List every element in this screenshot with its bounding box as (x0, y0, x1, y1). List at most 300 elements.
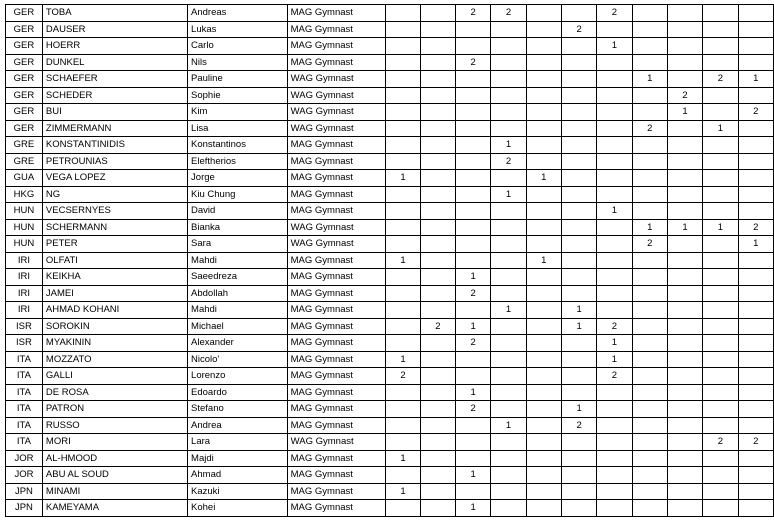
country-cell: ITA (6, 351, 43, 368)
country-cell: ITA (6, 368, 43, 385)
country-cell: JPN (6, 500, 43, 517)
count-cell (526, 54, 561, 71)
count-cell (597, 104, 632, 121)
count-cell (632, 54, 667, 71)
count-cell (561, 219, 596, 236)
count-cell (526, 483, 561, 500)
table-row (6, 186, 774, 203)
count-cell (526, 21, 561, 38)
count-cell (420, 186, 455, 203)
surname-cell: MOZZATO (42, 351, 187, 368)
count-cell (738, 302, 773, 319)
count-cell (597, 186, 632, 203)
table-row (6, 302, 774, 319)
count-cell (456, 483, 491, 500)
count-cell: 2 (561, 21, 596, 38)
count-cell (738, 252, 773, 269)
count-cell (420, 335, 455, 352)
count-cell (703, 384, 738, 401)
count-cell (667, 483, 702, 500)
surname-cell: VECSERNYES (42, 203, 187, 220)
count-cell (597, 252, 632, 269)
surname-cell: ZIMMERMANN (42, 120, 187, 137)
country-cell: JOR (6, 467, 43, 484)
count-cell: 2 (420, 318, 455, 335)
count-cell (597, 467, 632, 484)
count-cell (420, 203, 455, 220)
count-cell (632, 285, 667, 302)
count-cell: 1 (526, 170, 561, 187)
country-cell: JPN (6, 483, 43, 500)
surname-cell: PETER (42, 236, 187, 253)
count-cell (738, 5, 773, 22)
count-cell (632, 384, 667, 401)
count-cell (456, 137, 491, 154)
count-cell (491, 483, 526, 500)
count-cell (420, 236, 455, 253)
count-cell (491, 104, 526, 121)
count-cell (703, 401, 738, 418)
table-row (6, 104, 774, 121)
count-cell (420, 38, 455, 55)
surname-cell: DUNKEL (42, 54, 187, 71)
count-cell (738, 285, 773, 302)
table-row (6, 483, 774, 500)
count-cell (597, 87, 632, 104)
count-cell (526, 38, 561, 55)
count-cell (667, 186, 702, 203)
count-cell (632, 450, 667, 467)
count-cell (386, 219, 420, 236)
count-cell (667, 417, 702, 434)
count-cell (703, 170, 738, 187)
category-cell: MAG Gymnast (287, 335, 386, 352)
table-row (6, 269, 774, 286)
table-row (6, 335, 774, 352)
given-name-cell: Abdollah (188, 285, 288, 302)
count-cell (420, 21, 455, 38)
count-cell (491, 384, 526, 401)
given-name-cell: Jorge (188, 170, 288, 187)
count-cell (597, 285, 632, 302)
count-cell (491, 401, 526, 418)
count-cell (703, 450, 738, 467)
given-name-cell: Alexander (188, 335, 288, 352)
count-cell (703, 252, 738, 269)
surname-cell: AHMAD KOHANI (42, 302, 187, 319)
count-cell (386, 417, 420, 434)
table-row (6, 467, 774, 484)
category-cell: MAG Gymnast (287, 170, 386, 187)
count-cell (386, 500, 420, 517)
count-cell (738, 87, 773, 104)
count-cell: 1 (456, 384, 491, 401)
table-row (6, 219, 774, 236)
table-row (6, 21, 774, 38)
count-cell (632, 318, 667, 335)
count-cell (386, 71, 420, 88)
category-cell: MAG Gymnast (287, 269, 386, 286)
category-cell: MAG Gymnast (287, 483, 386, 500)
count-cell (561, 269, 596, 286)
count-cell (738, 38, 773, 55)
count-cell (420, 252, 455, 269)
count-cell (456, 450, 491, 467)
count-cell (386, 302, 420, 319)
count-cell (738, 120, 773, 137)
count-cell (526, 219, 561, 236)
count-cell (561, 467, 596, 484)
count-cell: 1 (597, 38, 632, 55)
count-cell (526, 434, 561, 451)
count-cell (703, 203, 738, 220)
count-cell: 2 (632, 236, 667, 253)
count-cell (561, 104, 596, 121)
table-row (6, 87, 774, 104)
count-cell (632, 5, 667, 22)
count-cell (386, 54, 420, 71)
count-cell (491, 434, 526, 451)
count-cell (491, 335, 526, 352)
count-cell (561, 203, 596, 220)
count-cell (526, 153, 561, 170)
count-cell (491, 170, 526, 187)
surname-cell: KEIKHA (42, 269, 187, 286)
count-cell (597, 500, 632, 517)
count-cell (386, 87, 420, 104)
count-cell (456, 203, 491, 220)
category-cell: MAG Gymnast (287, 302, 386, 319)
count-cell (420, 269, 455, 286)
count-cell: 2 (703, 434, 738, 451)
count-cell (526, 269, 561, 286)
count-cell (703, 318, 738, 335)
table-row (6, 153, 774, 170)
count-cell (526, 500, 561, 517)
count-cell (420, 71, 455, 88)
count-cell (456, 87, 491, 104)
country-cell: GUA (6, 170, 43, 187)
given-name-cell: Nicolo' (188, 351, 288, 368)
count-cell (561, 252, 596, 269)
surname-cell: DE ROSA (42, 384, 187, 401)
count-cell (738, 500, 773, 517)
category-cell: MAG Gymnast (287, 318, 386, 335)
category-cell: MAG Gymnast (287, 203, 386, 220)
count-cell (738, 450, 773, 467)
count-cell: 2 (561, 417, 596, 434)
count-cell: 2 (491, 153, 526, 170)
count-cell (667, 467, 702, 484)
count-cell: 1 (703, 120, 738, 137)
count-cell: 2 (456, 54, 491, 71)
category-cell: WAG Gymnast (287, 87, 386, 104)
table-row (6, 351, 774, 368)
surname-cell: ABU AL SOUD (42, 467, 187, 484)
category-cell: MAG Gymnast (287, 153, 386, 170)
country-cell: IRI (6, 252, 43, 269)
count-cell (561, 500, 596, 517)
table-row (6, 384, 774, 401)
count-cell (456, 434, 491, 451)
count-cell (738, 153, 773, 170)
count-cell (491, 252, 526, 269)
count-cell (561, 434, 596, 451)
given-name-cell: Eleftherios (188, 153, 288, 170)
count-cell (738, 170, 773, 187)
count-cell (667, 137, 702, 154)
count-cell (456, 236, 491, 253)
surname-cell: OLFATI (42, 252, 187, 269)
table-row (6, 252, 774, 269)
count-cell (632, 368, 667, 385)
count-cell (667, 203, 702, 220)
count-cell (632, 38, 667, 55)
table-row (6, 170, 774, 187)
count-cell: 1 (597, 203, 632, 220)
count-cell (597, 236, 632, 253)
count-cell (386, 269, 420, 286)
country-cell: ITA (6, 434, 43, 451)
count-cell (667, 351, 702, 368)
count-cell (632, 401, 667, 418)
table-row (6, 434, 774, 451)
count-cell (386, 153, 420, 170)
surname-cell: NG (42, 186, 187, 203)
count-cell: 1 (667, 104, 702, 121)
count-cell (420, 483, 455, 500)
count-cell: 2 (386, 368, 420, 385)
count-cell (703, 104, 738, 121)
count-cell (420, 120, 455, 137)
count-cell: 1 (386, 483, 420, 500)
country-cell: HUN (6, 236, 43, 253)
given-name-cell: Saeedreza (188, 269, 288, 286)
count-cell (667, 368, 702, 385)
count-cell (738, 368, 773, 385)
count-cell (738, 401, 773, 418)
count-cell (420, 450, 455, 467)
count-cell (526, 120, 561, 137)
count-cell (667, 71, 702, 88)
country-cell: GER (6, 21, 43, 38)
surname-cell: GALLI (42, 368, 187, 385)
count-cell (386, 186, 420, 203)
category-cell: MAG Gymnast (287, 384, 386, 401)
count-cell (456, 219, 491, 236)
count-cell (667, 236, 702, 253)
count-cell (738, 21, 773, 38)
count-cell (491, 219, 526, 236)
given-name-cell: Stefano (188, 401, 288, 418)
count-cell: 1 (561, 401, 596, 418)
count-cell: 1 (738, 71, 773, 88)
count-cell (420, 351, 455, 368)
count-cell (456, 351, 491, 368)
gymnast-entries-table (5, 4, 774, 517)
count-cell (703, 153, 738, 170)
count-cell (526, 137, 561, 154)
count-cell: 2 (597, 368, 632, 385)
count-cell (738, 384, 773, 401)
count-cell: 2 (597, 318, 632, 335)
count-cell (703, 483, 738, 500)
count-cell (703, 302, 738, 319)
count-cell (420, 137, 455, 154)
count-cell (667, 401, 702, 418)
count-cell (703, 368, 738, 385)
country-cell: ITA (6, 417, 43, 434)
count-cell (597, 269, 632, 286)
count-cell (738, 417, 773, 434)
count-cell: 1 (561, 302, 596, 319)
count-cell (386, 120, 420, 137)
country-cell: JOR (6, 450, 43, 467)
category-cell: WAG Gymnast (287, 104, 386, 121)
surname-cell: VEGA LOPEZ (42, 170, 187, 187)
count-cell (738, 335, 773, 352)
count-cell (491, 203, 526, 220)
count-cell (667, 170, 702, 187)
count-cell (526, 236, 561, 253)
given-name-cell: Carlo (188, 38, 288, 55)
count-cell (667, 318, 702, 335)
count-cell (561, 450, 596, 467)
category-cell: MAG Gymnast (287, 186, 386, 203)
count-cell (667, 21, 702, 38)
count-cell (667, 120, 702, 137)
category-cell: WAG Gymnast (287, 219, 386, 236)
count-cell (703, 417, 738, 434)
count-cell: 1 (456, 500, 491, 517)
surname-cell: KONSTANTINIDIS (42, 137, 187, 154)
count-cell (420, 368, 455, 385)
count-cell (632, 417, 667, 434)
table-row (6, 417, 774, 434)
given-name-cell: Mahdi (188, 252, 288, 269)
count-cell (738, 318, 773, 335)
surname-cell: KAMEYAMA (42, 500, 187, 517)
count-cell (526, 203, 561, 220)
count-cell (526, 417, 561, 434)
count-cell (561, 5, 596, 22)
category-cell: MAG Gymnast (287, 417, 386, 434)
count-cell (597, 417, 632, 434)
count-cell (597, 153, 632, 170)
count-cell: 1 (491, 137, 526, 154)
count-cell (491, 318, 526, 335)
count-cell (526, 87, 561, 104)
count-cell (491, 467, 526, 484)
count-cell (491, 120, 526, 137)
given-name-cell: Kazuki (188, 483, 288, 500)
count-cell (386, 434, 420, 451)
count-cell (738, 186, 773, 203)
count-cell (456, 170, 491, 187)
count-cell (667, 500, 702, 517)
given-name-cell: Konstantinos (188, 137, 288, 154)
surname-cell: HOERR (42, 38, 187, 55)
category-cell: MAG Gymnast (287, 450, 386, 467)
count-cell (386, 236, 420, 253)
count-cell (738, 137, 773, 154)
count-cell (667, 5, 702, 22)
table-row (6, 38, 774, 55)
count-cell (526, 467, 561, 484)
count-cell (526, 384, 561, 401)
country-cell: IRI (6, 285, 43, 302)
table-row (6, 137, 774, 154)
given-name-cell: Sara (188, 236, 288, 253)
surname-cell: SOROKIN (42, 318, 187, 335)
count-cell (491, 450, 526, 467)
count-cell: 1 (526, 252, 561, 269)
category-cell: WAG Gymnast (287, 71, 386, 88)
count-cell (420, 401, 455, 418)
count-cell (456, 104, 491, 121)
surname-cell: SCHERMANN (42, 219, 187, 236)
country-cell: GRE (6, 137, 43, 154)
given-name-cell: Ahmad (188, 467, 288, 484)
category-cell: MAG Gymnast (287, 368, 386, 385)
category-cell: MAG Gymnast (287, 351, 386, 368)
count-cell (420, 384, 455, 401)
count-cell (597, 137, 632, 154)
count-cell (526, 186, 561, 203)
table-row (6, 236, 774, 253)
count-cell: 2 (738, 104, 773, 121)
count-cell (561, 153, 596, 170)
given-name-cell: Pauline (188, 71, 288, 88)
count-cell (632, 186, 667, 203)
given-name-cell: Bianka (188, 219, 288, 236)
given-name-cell: Kohei (188, 500, 288, 517)
table-row (6, 120, 774, 137)
count-cell (703, 285, 738, 302)
count-cell (632, 137, 667, 154)
table-row (6, 450, 774, 467)
count-cell (632, 203, 667, 220)
count-cell (491, 269, 526, 286)
count-cell (526, 318, 561, 335)
table-row (6, 500, 774, 517)
given-name-cell: Andreas (188, 5, 288, 22)
count-cell (703, 236, 738, 253)
count-cell: 1 (386, 450, 420, 467)
count-cell (491, 71, 526, 88)
count-cell (703, 54, 738, 71)
count-cell (491, 368, 526, 385)
given-name-cell: Kim (188, 104, 288, 121)
count-cell (526, 368, 561, 385)
country-cell: GER (6, 87, 43, 104)
count-cell (386, 137, 420, 154)
count-cell (597, 384, 632, 401)
surname-cell: AL-HMOOD (42, 450, 187, 467)
country-cell: ISR (6, 335, 43, 352)
given-name-cell: Nils (188, 54, 288, 71)
count-cell (703, 137, 738, 154)
count-cell (561, 137, 596, 154)
count-cell (703, 500, 738, 517)
count-cell (597, 302, 632, 319)
count-cell (667, 434, 702, 451)
count-cell (456, 71, 491, 88)
count-cell (491, 54, 526, 71)
count-cell (456, 153, 491, 170)
count-cell (632, 153, 667, 170)
table-row (6, 5, 774, 22)
